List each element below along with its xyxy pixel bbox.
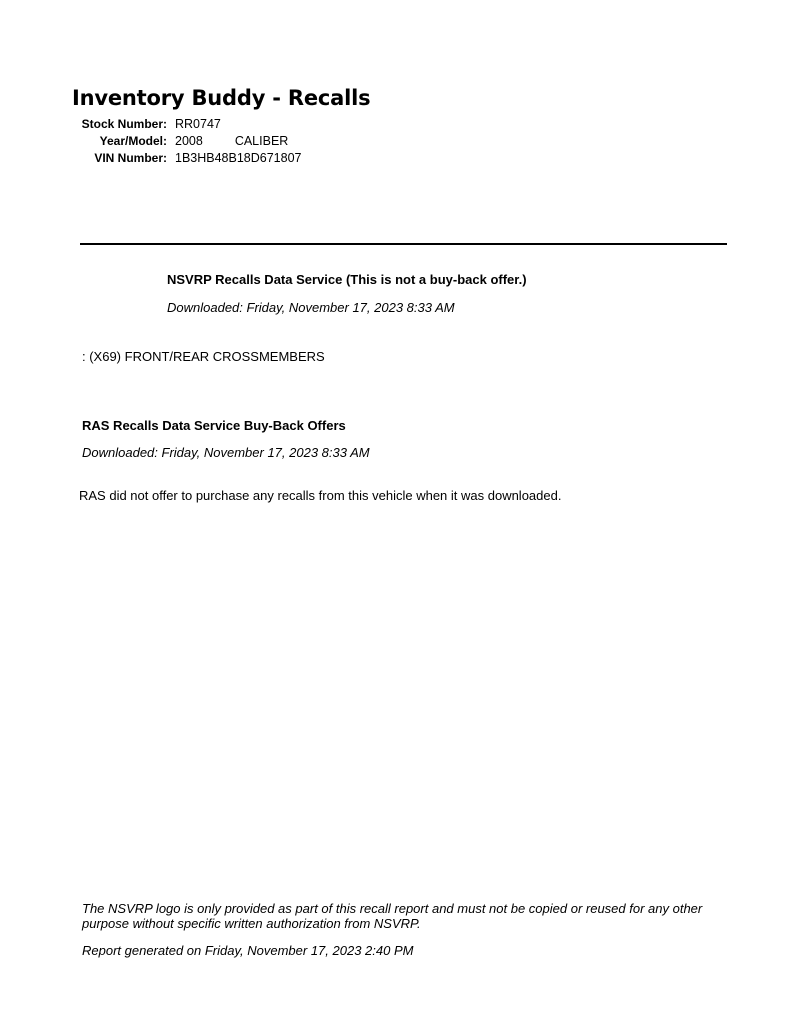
vin-number-row (70, 151, 302, 168)
year-value: 2008 (175, 134, 203, 148)
year-model-row (70, 134, 302, 151)
ras-message: RAS did not offer to purchase any recalls from this vehicle when it was downloaded. (79, 488, 562, 503)
vin-number-value: 1B3HB48B18D671807 (175, 151, 302, 165)
logo-notice: The NSVRP logo is only provided as part of this recall report and must not be copied or reused for any other purpose without specific written authorization from NSVRP. (82, 901, 703, 931)
report-title: Inventory Buddy - Recalls (72, 86, 371, 110)
ras-downloaded: Downloaded: Friday, November 17, 2023 8:33 AM (82, 445, 370, 460)
stock-number-value: RR0747 (175, 117, 221, 131)
nsvrp-downloaded: Downloaded: Friday, November 17, 2023 8:33 AM (167, 300, 455, 315)
ras-heading: RAS Recalls Data Service Buy-Back Offers (82, 418, 346, 433)
year-model-label: Year/Model: (99, 134, 167, 148)
nsvrp-recall-item: : (X69) FRONT/REAR CROSSMEMBERS (82, 349, 325, 364)
nsvrp-heading: NSVRP Recalls Data Service (This is not a buy-back offer.) (167, 272, 527, 287)
vin-number-label: VIN Number: (94, 151, 167, 165)
report-generated: Report generated on Friday, November 17, 2023 2:40 PM (82, 943, 414, 958)
vehicle-info (70, 117, 302, 168)
section-divider (80, 243, 727, 245)
stock-number-label: Stock Number: (81, 117, 167, 131)
model-value: CALIBER (234, 134, 289, 148)
stock-number-row (70, 117, 302, 134)
